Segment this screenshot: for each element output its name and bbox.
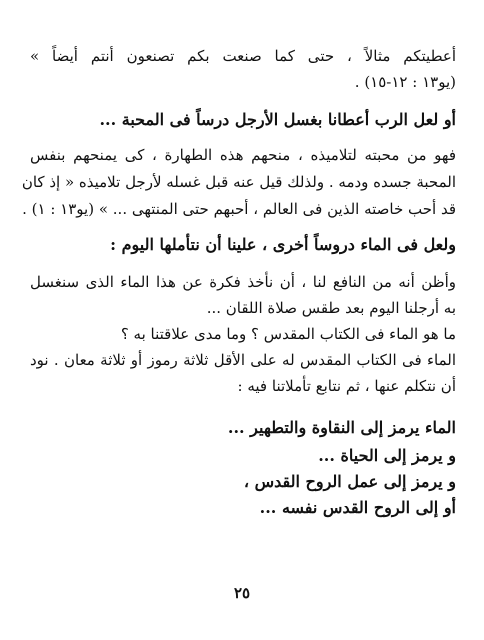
symbol-heading: الماء يرمز إلى النقاوة والتطهير ... [227,418,456,437]
body-text-line: الماء فى الكتاب المقدس له على الأقل ثلاثة رموز أو ثلاثة معان . نود [30,351,456,369]
scripture-reference: (يو١٣ : ١٢-١٥) . [354,73,456,91]
page-number: ٢٥ [233,584,251,602]
symbol-heading: و يرمز إلى الحياة ... [318,446,456,465]
section-heading: ولعل فى الماء دروساً أخرى ، علينا أن نتأملها اليوم : [110,235,456,254]
body-text-line: أعطيتكم مثالاً ، حتى كما صنعت بكم تصنعون أنتم أيضاً » [30,47,456,65]
body-text-line: ما هو الماء فى الكتاب المقدس ؟ وما مدى علاقتنا به ؟ [120,325,456,343]
body-text-line: فهو من محبته لتلاميذه ، منحهم هذه الطهارة ، كى يمنحهم بنفس [30,146,456,164]
section-heading: أو لعل الرب أعطانا بغسل الأرجل درساً فى المحبة ... [99,110,456,129]
body-text-line: قد أحب خاصته الذين فى العالم ، أحبهم حتى المنتهى ... » (يو١٣ : ١) . [22,200,456,218]
body-text-line: به أرجلنا اليوم بعد طقس صلاة اللقان ... [206,299,456,317]
body-text-line: وأظن أنه من النافع لنا ، أن نأخذ فكرة عن هذا الماء الذى سنغسل [30,273,456,291]
body-text-line: أن نتكلم عنها ، ثم نتابع تأملاتنا فيه : [237,377,456,395]
symbol-heading: أو إلى الروح القدس نفسه ... [259,498,456,517]
symbol-heading: و يرمز إلى عمل الروح القدس ، [243,472,456,491]
body-text-line: المحبة جسده ودمه . ولذلك قيل عنه قبل غسله لأرجل تلاميذه « إذ كان [21,173,456,191]
